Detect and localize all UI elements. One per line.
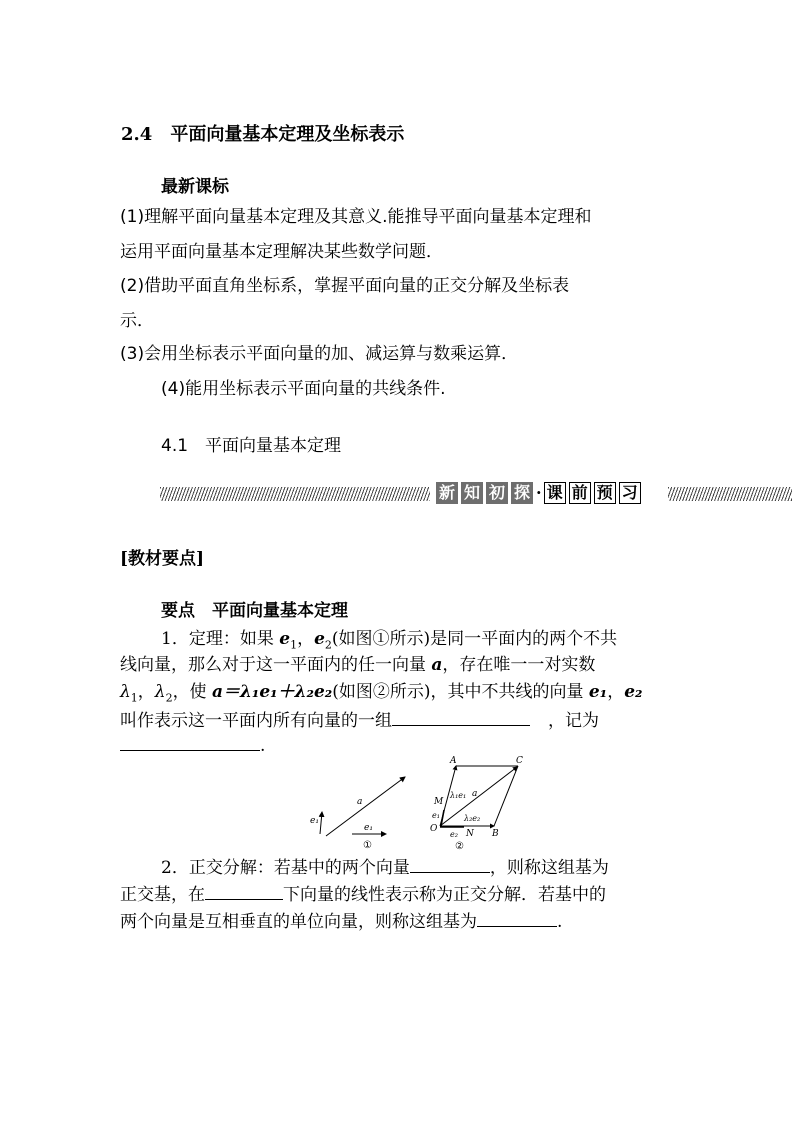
caption-2: ② — [455, 841, 464, 852]
p2-line3 — [120, 912, 562, 931]
vector-e2: e — [314, 629, 325, 649]
standards-item2-line1: (2)借助平面直角坐标系，掌握平面向量的正交分解及坐标表 — [120, 276, 570, 296]
subscript: 2 — [324, 638, 332, 652]
vector-e2: e₂ — [624, 682, 643, 702]
label-a-fig2: a — [472, 789, 478, 799]
banner-char: 知 — [461, 482, 483, 504]
caption-1: ① — [363, 840, 372, 851]
label-B: B — [492, 829, 499, 839]
figure-2 — [422, 752, 532, 852]
p1-line3 — [120, 684, 642, 703]
standards-item1-line2: 运用平面向量基本定理解决某些数学问题． — [120, 242, 443, 262]
label-lambda1e1: λ₁e₁ — [450, 791, 467, 800]
p1-text: ，记为 — [548, 711, 599, 731]
p1-line1 — [161, 631, 617, 650]
banner-hatch-right — [668, 487, 792, 501]
banner-char: 新 — [436, 482, 458, 504]
vector-e1: e₁ — [588, 682, 608, 702]
p1-text: 叫作表示这一平面内所有向量的一组 — [120, 711, 392, 731]
key-point-title: 要点 平面向量基本定理 — [161, 601, 348, 621]
p2-text: . — [557, 912, 563, 932]
p1-text: 1．定理：如果 — [161, 629, 280, 649]
label-a: a — [357, 797, 363, 807]
label-A: A — [450, 756, 457, 766]
p1-text: ， — [297, 629, 315, 649]
formula: a＝λ₁e₁＋λ₂e₂ — [211, 682, 333, 702]
banner-char: 课 — [544, 482, 566, 504]
fill-blank[interactable] — [205, 885, 283, 900]
vector-e1: e — [279, 629, 291, 649]
p2-text: 下向量的线性表示称为正交分解．若基中的 — [283, 885, 606, 905]
banner — [436, 482, 644, 504]
lambda2: λ — [154, 682, 166, 702]
p2-text: ，则称这组基为 — [489, 858, 609, 878]
label-e1-bottom: e₁ — [364, 823, 373, 833]
p2-text: 两个向量是互相垂直的单位向量，则称这组基为 — [120, 912, 477, 932]
figure-1 — [300, 768, 420, 852]
label-e1-fig2: e₁ — [432, 811, 440, 820]
label-e2-fig2: e₂ — [450, 830, 458, 839]
p2-line2 — [120, 885, 606, 904]
p2-text: 2．正交分解：若基中的两个向量 — [161, 858, 410, 878]
p1-line5 — [120, 736, 265, 755]
standards-item2-line2: 示． — [120, 311, 154, 331]
textbook-points-heading: [教材要点] — [120, 549, 205, 569]
lambda1: λ — [120, 682, 131, 702]
p1-text: ， — [137, 682, 155, 702]
p1-text: 线向量，那么对于这一平面内的任一向量 — [120, 655, 432, 675]
banner-hatch-left — [160, 487, 430, 501]
label-N: N — [466, 829, 474, 839]
subscript: 2 — [165, 691, 173, 705]
section-title: 2.4 平面向量基本定理及坐标表示 — [121, 124, 405, 145]
banner-char: 初 — [486, 482, 508, 504]
label-O: O — [430, 824, 438, 834]
p1-text: . — [260, 736, 266, 756]
standards-item1-line1: (1)理解平面向量基本定理及其意义.能推导平面向量基本定理和 — [120, 207, 592, 227]
p1-text: (如图①所示)是同一平面内的两个不共 — [331, 629, 618, 649]
p1-text: ，存在唯一一对实数 — [442, 655, 596, 675]
p1-line2 — [120, 657, 595, 674]
banner-char: 探 — [511, 482, 533, 504]
fill-blank[interactable] — [392, 711, 530, 726]
vector-e1-arrow — [320, 812, 322, 834]
p1-line4 — [120, 711, 599, 730]
standards-item3: (3)会用坐标表示平面向量的加、减运算与数乘运算． — [120, 344, 519, 364]
p2-text: 正交基，在 — [120, 885, 205, 905]
banner-separator: · — [536, 483, 542, 502]
banner-char: 习 — [619, 482, 641, 504]
p2-line1 — [161, 858, 609, 877]
standards-item4: (4)能用坐标表示平面向量的共线条件. — [161, 379, 446, 399]
fill-blank[interactable] — [120, 736, 260, 751]
label-C: C — [516, 756, 523, 766]
label-lambda2e2: λ₂e₂ — [464, 814, 481, 823]
fill-blank[interactable] — [477, 912, 557, 927]
label-M: M — [434, 797, 444, 807]
subscript: 1 — [130, 691, 138, 705]
fill-blank[interactable] — [410, 858, 490, 873]
banner-char: 前 — [569, 482, 591, 504]
vector-a: a — [431, 655, 443, 675]
p1-text: ， — [607, 682, 625, 702]
subscript: 1 — [290, 638, 298, 652]
p1-text: ，使 — [172, 682, 212, 702]
banner-char: 预 — [594, 482, 616, 504]
standards-heading: 最新课标 — [161, 177, 229, 197]
label-e1-left: e₁ — [310, 816, 319, 826]
subsection-title: 4.1 平面向量基本定理 — [161, 436, 342, 456]
p1-text: (如图②所示)，其中不共线的向量 — [332, 682, 589, 702]
